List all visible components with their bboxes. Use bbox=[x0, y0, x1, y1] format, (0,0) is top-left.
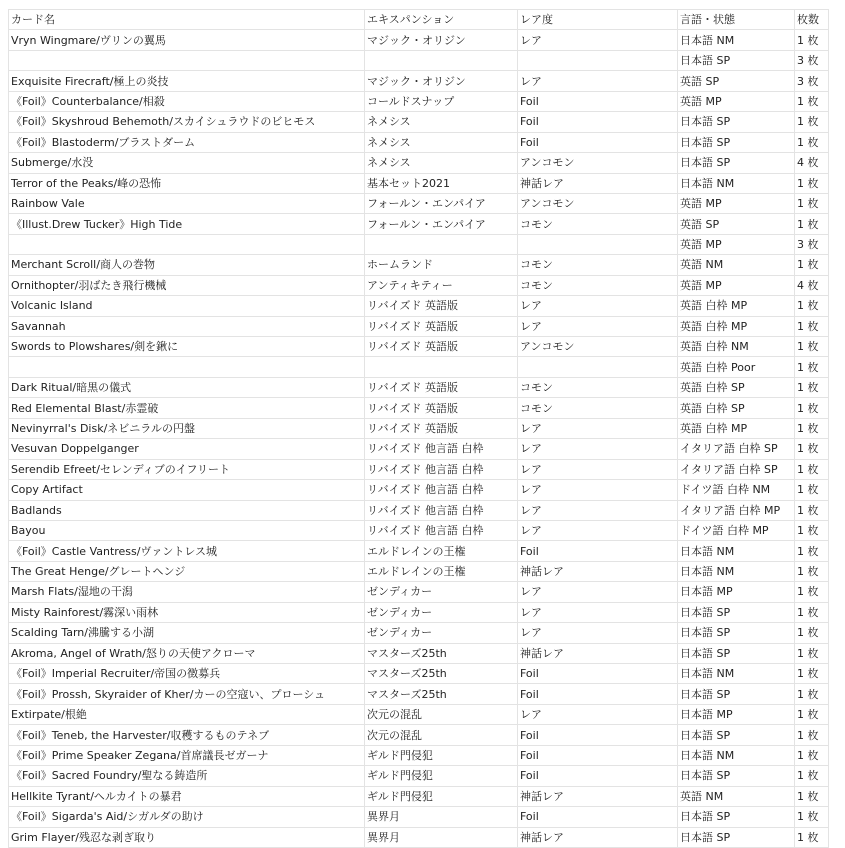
card-name-cell: Extirpate/根絶 bbox=[9, 704, 365, 724]
table-row bbox=[9, 173, 829, 193]
rarity-cell: Foil bbox=[518, 91, 678, 111]
quantity-cell: 1 枚 bbox=[795, 520, 829, 540]
rarity-cell bbox=[518, 357, 678, 377]
rarity-cell: コモン bbox=[518, 255, 678, 275]
expansion-cell: 異界月 bbox=[365, 807, 518, 827]
rarity-cell: レア bbox=[518, 582, 678, 602]
language-condition-cell: 日本語 SP bbox=[678, 766, 795, 786]
card-name-cell bbox=[9, 357, 365, 377]
rarity-cell: コモン bbox=[518, 275, 678, 295]
card-name-cell: Vesuvan Doppelganger bbox=[9, 439, 365, 459]
expansion-cell bbox=[365, 357, 518, 377]
quantity-cell: 1 枚 bbox=[795, 439, 829, 459]
header-card-name: カード名 bbox=[9, 10, 365, 30]
language-condition-cell: 英語 白枠 SP bbox=[678, 377, 795, 397]
quantity-cell: 1 枚 bbox=[795, 480, 829, 500]
expansion-cell: ゼンディカー bbox=[365, 602, 518, 622]
rarity-cell: 神話レア bbox=[518, 643, 678, 663]
expansion-cell: 異界月 bbox=[365, 827, 518, 847]
table-row bbox=[9, 357, 829, 377]
card-name-cell: Scalding Tarn/沸騰する小湖 bbox=[9, 623, 365, 643]
table-row bbox=[9, 337, 829, 357]
language-condition-cell: 日本語 SP bbox=[678, 602, 795, 622]
language-condition-cell: 日本語 SP bbox=[678, 807, 795, 827]
rarity-cell: レア bbox=[518, 602, 678, 622]
header-row bbox=[9, 10, 829, 30]
table-row bbox=[9, 582, 829, 602]
quantity-cell: 1 枚 bbox=[795, 398, 829, 418]
quantity-cell: 1 枚 bbox=[795, 173, 829, 193]
card-name-cell: Nevinyrral's Disk/ネビニラルの円盤 bbox=[9, 418, 365, 438]
table-row bbox=[9, 296, 829, 316]
expansion-cell bbox=[365, 234, 518, 254]
expansion-cell: マジック・オリジン bbox=[365, 30, 518, 50]
table-row bbox=[9, 112, 829, 132]
quantity-cell: 1 枚 bbox=[795, 193, 829, 213]
table-row bbox=[9, 377, 829, 397]
table-row bbox=[9, 91, 829, 111]
expansion-cell: ギルド門侵犯 bbox=[365, 766, 518, 786]
quantity-cell: 1 枚 bbox=[795, 500, 829, 520]
language-condition-cell: 英語 SP bbox=[678, 71, 795, 91]
language-condition-cell: 英語 白枠 NM bbox=[678, 337, 795, 357]
table-row bbox=[9, 684, 829, 704]
card-name-cell: Swords to Plowshares/剣を鍬に bbox=[9, 337, 365, 357]
language-condition-cell: 日本語 SP bbox=[678, 684, 795, 704]
table-row bbox=[9, 725, 829, 745]
rarity-cell: レア bbox=[518, 500, 678, 520]
card-name-cell: Red Elemental Blast/赤霊破 bbox=[9, 398, 365, 418]
expansion-cell: フォールン・エンパイア bbox=[365, 193, 518, 213]
card-name-cell: 《Illust.Drew Tucker》High Tide bbox=[9, 214, 365, 234]
quantity-cell: 1 枚 bbox=[795, 459, 829, 479]
language-condition-cell: 日本語 NM bbox=[678, 664, 795, 684]
language-condition-cell: イタリア語 白枠 SP bbox=[678, 459, 795, 479]
header-language-condition: 言語・状態 bbox=[678, 10, 795, 30]
card-name-cell: Exquisite Firecraft/極上の炎技 bbox=[9, 71, 365, 91]
language-condition-cell: 英語 MP bbox=[678, 234, 795, 254]
rarity-cell: アンコモン bbox=[518, 153, 678, 173]
table-row bbox=[9, 500, 829, 520]
rarity-cell: 神話レア bbox=[518, 827, 678, 847]
card-name-cell: Badlands bbox=[9, 500, 365, 520]
quantity-cell: 1 枚 bbox=[795, 623, 829, 643]
table-row bbox=[9, 193, 829, 213]
card-name-cell: The Great Henge/グレートヘンジ bbox=[9, 561, 365, 581]
table-row bbox=[9, 766, 829, 786]
language-condition-cell: 日本語 SP bbox=[678, 132, 795, 152]
language-condition-cell: 日本語 MP bbox=[678, 582, 795, 602]
language-condition-cell: 英語 NM bbox=[678, 255, 795, 275]
table-row bbox=[9, 459, 829, 479]
quantity-cell: 4 枚 bbox=[795, 275, 829, 295]
table-row bbox=[9, 418, 829, 438]
rarity-cell: レア bbox=[518, 520, 678, 540]
card-name-cell: Akroma, Angel of Wrath/怒りの天使アクローマ bbox=[9, 643, 365, 663]
expansion-cell: リバイズド 他言語 白枠 bbox=[365, 459, 518, 479]
header-quantity: 枚数 bbox=[795, 10, 829, 30]
expansion-cell: ネメシス bbox=[365, 132, 518, 152]
expansion-cell: ゼンディカー bbox=[365, 582, 518, 602]
card-name-cell: Terror of the Peaks/峰の恐怖 bbox=[9, 173, 365, 193]
rarity-cell: レア bbox=[518, 459, 678, 479]
quantity-cell: 1 枚 bbox=[795, 725, 829, 745]
expansion-cell: リバイズド 他言語 白枠 bbox=[365, 500, 518, 520]
quantity-cell: 3 枚 bbox=[795, 234, 829, 254]
rarity-cell: Foil bbox=[518, 684, 678, 704]
quantity-cell: 1 枚 bbox=[795, 255, 829, 275]
language-condition-cell: 英語 NM bbox=[678, 786, 795, 806]
language-condition-cell: 英語 白枠 MP bbox=[678, 418, 795, 438]
rarity-cell: Foil bbox=[518, 541, 678, 561]
quantity-cell: 1 枚 bbox=[795, 602, 829, 622]
expansion-cell: リバイズド 英語版 bbox=[365, 398, 518, 418]
card-name-cell: 《Foil》Sacred Foundry/聖なる鋳造所 bbox=[9, 766, 365, 786]
quantity-cell: 1 枚 bbox=[795, 786, 829, 806]
language-condition-cell: 日本語 NM bbox=[678, 561, 795, 581]
language-condition-cell: ドイツ語 白枠 NM bbox=[678, 480, 795, 500]
language-condition-cell: 日本語 SP bbox=[678, 643, 795, 663]
expansion-cell: マスターズ25th bbox=[365, 643, 518, 663]
card-name-cell: Grim Flayer/残忍な剥ぎ取り bbox=[9, 827, 365, 847]
card-name-cell: Copy Artifact bbox=[9, 480, 365, 500]
rarity-cell: レア bbox=[518, 704, 678, 724]
expansion-cell: ネメシス bbox=[365, 112, 518, 132]
rarity-cell: レア bbox=[518, 296, 678, 316]
quantity-cell: 1 枚 bbox=[795, 30, 829, 50]
card-name-cell: 《Foil》Teneb, the Harvester/収穫するものテネブ bbox=[9, 725, 365, 745]
expansion-cell: リバイズド 他言語 白枠 bbox=[365, 439, 518, 459]
expansion-cell: 次元の混乱 bbox=[365, 725, 518, 745]
rarity-cell: Foil bbox=[518, 745, 678, 765]
card-name-cell: 《Foil》Imperial Recruiter/帝国の徴募兵 bbox=[9, 664, 365, 684]
card-name-cell: Vryn Wingmare/ヴリンの翼馬 bbox=[9, 30, 365, 50]
table-row bbox=[9, 50, 829, 70]
expansion-cell: エルドレインの王権 bbox=[365, 561, 518, 581]
table-row bbox=[9, 439, 829, 459]
rarity-cell bbox=[518, 234, 678, 254]
language-condition-cell: 英語 MP bbox=[678, 193, 795, 213]
language-condition-cell: ドイツ語 白枠 MP bbox=[678, 520, 795, 540]
table-row bbox=[9, 234, 829, 254]
language-condition-cell: 日本語 SP bbox=[678, 153, 795, 173]
table-row bbox=[9, 745, 829, 765]
card-name-cell: Savannah bbox=[9, 316, 365, 336]
expansion-cell: コールドスナップ bbox=[365, 91, 518, 111]
language-condition-cell: 日本語 SP bbox=[678, 827, 795, 847]
language-condition-cell: 日本語 NM bbox=[678, 541, 795, 561]
rarity-cell: Foil bbox=[518, 807, 678, 827]
rarity-cell: Foil bbox=[518, 132, 678, 152]
expansion-cell: リバイズド 英語版 bbox=[365, 337, 518, 357]
quantity-cell: 1 枚 bbox=[795, 541, 829, 561]
language-condition-cell: 英語 白枠 MP bbox=[678, 296, 795, 316]
quantity-cell: 1 枚 bbox=[795, 561, 829, 581]
card-name-cell: 《Foil》Prossh, Skyraider of Kher/カーの空寇い、プローシュ bbox=[9, 684, 365, 704]
quantity-cell: 1 枚 bbox=[795, 377, 829, 397]
card-name-cell: 《Foil》Counterbalance/相殺 bbox=[9, 91, 365, 111]
table-row bbox=[9, 30, 829, 50]
quantity-cell: 1 枚 bbox=[795, 704, 829, 724]
quantity-cell: 1 枚 bbox=[795, 745, 829, 765]
rarity-cell: レア bbox=[518, 480, 678, 500]
rarity-cell: コモン bbox=[518, 214, 678, 234]
quantity-cell: 1 枚 bbox=[795, 643, 829, 663]
expansion-cell: エルドレインの王権 bbox=[365, 541, 518, 561]
rarity-cell: レア bbox=[518, 623, 678, 643]
quantity-cell: 3 枚 bbox=[795, 71, 829, 91]
table-row bbox=[9, 153, 829, 173]
language-condition-cell: 英語 白枠 Poor bbox=[678, 357, 795, 377]
language-condition-cell: 日本語 NM bbox=[678, 745, 795, 765]
expansion-cell: リバイズド 英語版 bbox=[365, 377, 518, 397]
language-condition-cell: 英語 白枠 MP bbox=[678, 316, 795, 336]
rarity-cell: レア bbox=[518, 71, 678, 91]
quantity-cell: 1 枚 bbox=[795, 337, 829, 357]
card-name-cell: 《Foil》Blastoderm/ブラストダーム bbox=[9, 132, 365, 152]
card-name-cell: Misty Rainforest/霧深い雨林 bbox=[9, 602, 365, 622]
quantity-cell: 1 枚 bbox=[795, 582, 829, 602]
expansion-cell: リバイズド 英語版 bbox=[365, 316, 518, 336]
table-row bbox=[9, 255, 829, 275]
table-row bbox=[9, 541, 829, 561]
card-name-cell: Marsh Flats/湿地の干潟 bbox=[9, 582, 365, 602]
language-condition-cell: 日本語 MP bbox=[678, 704, 795, 724]
table-row bbox=[9, 623, 829, 643]
card-name-cell: 《Foil》Prime Speaker Zegana/首席議長ゼガーナ bbox=[9, 745, 365, 765]
card-name-cell: Ornithopter/羽ばたき飛行機械 bbox=[9, 275, 365, 295]
rarity-cell bbox=[518, 50, 678, 70]
rarity-cell: Foil bbox=[518, 725, 678, 745]
table-row bbox=[9, 71, 829, 91]
table-row bbox=[9, 664, 829, 684]
rarity-cell: Foil bbox=[518, 664, 678, 684]
rarity-cell: アンコモン bbox=[518, 337, 678, 357]
language-condition-cell: 英語 白枠 SP bbox=[678, 398, 795, 418]
language-condition-cell: イタリア語 白枠 SP bbox=[678, 439, 795, 459]
language-condition-cell: 日本語 SP bbox=[678, 725, 795, 745]
card-name-cell: Serendib Efreet/セレンディブのイフリート bbox=[9, 459, 365, 479]
table-row bbox=[9, 275, 829, 295]
language-condition-cell: 日本語 SP bbox=[678, 112, 795, 132]
quantity-cell: 4 枚 bbox=[795, 153, 829, 173]
quantity-cell: 1 枚 bbox=[795, 296, 829, 316]
table-row bbox=[9, 480, 829, 500]
table-body bbox=[9, 30, 829, 848]
card-name-cell: Merchant Scroll/商人の巻物 bbox=[9, 255, 365, 275]
card-name-cell: Volcanic Island bbox=[9, 296, 365, 316]
card-inventory-table bbox=[8, 9, 829, 848]
expansion-cell: ホームランド bbox=[365, 255, 518, 275]
expansion-cell: ネメシス bbox=[365, 153, 518, 173]
rarity-cell: レア bbox=[518, 30, 678, 50]
quantity-cell: 1 枚 bbox=[795, 132, 829, 152]
expansion-cell: ゼンディカー bbox=[365, 623, 518, 643]
card-name-cell: Dark Ritual/暗黒の儀式 bbox=[9, 377, 365, 397]
card-name-cell bbox=[9, 234, 365, 254]
card-name-cell: Bayou bbox=[9, 520, 365, 540]
expansion-cell: リバイズド 他言語 白枠 bbox=[365, 480, 518, 500]
quantity-cell: 1 枚 bbox=[795, 807, 829, 827]
expansion-cell: リバイズド 英語版 bbox=[365, 418, 518, 438]
card-name-cell: Submerge/水没 bbox=[9, 153, 365, 173]
table-row bbox=[9, 643, 829, 663]
card-name-cell: 《Foil》Castle Vantress/ヴァントレス城 bbox=[9, 541, 365, 561]
header-expansion: エキスパンション bbox=[365, 10, 518, 30]
table-row bbox=[9, 561, 829, 581]
language-condition-cell: 日本語 NM bbox=[678, 30, 795, 50]
rarity-cell: レア bbox=[518, 418, 678, 438]
expansion-cell: リバイズド 他言語 白枠 bbox=[365, 520, 518, 540]
table-row bbox=[9, 602, 829, 622]
quantity-cell: 1 枚 bbox=[795, 684, 829, 704]
expansion-cell bbox=[365, 50, 518, 70]
quantity-cell: 3 枚 bbox=[795, 50, 829, 70]
language-condition-cell: イタリア語 白枠 MP bbox=[678, 500, 795, 520]
expansion-cell: ギルド門侵犯 bbox=[365, 786, 518, 806]
language-condition-cell: 英語 MP bbox=[678, 275, 795, 295]
expansion-cell: マスターズ25th bbox=[365, 684, 518, 704]
quantity-cell: 1 枚 bbox=[795, 91, 829, 111]
table-row bbox=[9, 520, 829, 540]
rarity-cell: レア bbox=[518, 316, 678, 336]
card-name-cell: 《Foil》Skyshroud Behemoth/スカイシュラウドのビヒモス bbox=[9, 112, 365, 132]
expansion-cell: 基本セット2021 bbox=[365, 173, 518, 193]
rarity-cell: Foil bbox=[518, 766, 678, 786]
language-condition-cell: 日本語 SP bbox=[678, 623, 795, 643]
expansion-cell: 次元の混乱 bbox=[365, 704, 518, 724]
quantity-cell: 1 枚 bbox=[795, 214, 829, 234]
expansion-cell: マジック・オリジン bbox=[365, 71, 518, 91]
card-name-cell: 《Foil》Sigarda's Aid/シガルダの助け bbox=[9, 807, 365, 827]
card-name-cell: Hellkite Tyrant/ヘルカイトの暴君 bbox=[9, 786, 365, 806]
rarity-cell: コモン bbox=[518, 398, 678, 418]
table-row bbox=[9, 398, 829, 418]
rarity-cell: Foil bbox=[518, 112, 678, 132]
table-row bbox=[9, 316, 829, 336]
expansion-cell: マスターズ25th bbox=[365, 664, 518, 684]
table-row bbox=[9, 786, 829, 806]
quantity-cell: 1 枚 bbox=[795, 316, 829, 336]
rarity-cell: コモン bbox=[518, 377, 678, 397]
expansion-cell: リバイズド 英語版 bbox=[365, 296, 518, 316]
language-condition-cell: 英語 SP bbox=[678, 214, 795, 234]
card-name-cell: Rainbow Vale bbox=[9, 193, 365, 213]
language-condition-cell: 日本語 NM bbox=[678, 173, 795, 193]
expansion-cell: アンティキティー bbox=[365, 275, 518, 295]
table-row bbox=[9, 827, 829, 847]
quantity-cell: 1 枚 bbox=[795, 357, 829, 377]
rarity-cell: 神話レア bbox=[518, 173, 678, 193]
rarity-cell: 神話レア bbox=[518, 786, 678, 806]
table-row bbox=[9, 704, 829, 724]
expansion-cell: ギルド門侵犯 bbox=[365, 745, 518, 765]
quantity-cell: 1 枚 bbox=[795, 418, 829, 438]
rarity-cell: レア bbox=[518, 439, 678, 459]
rarity-cell: 神話レア bbox=[518, 561, 678, 581]
quantity-cell: 1 枚 bbox=[795, 827, 829, 847]
rarity-cell: アンコモン bbox=[518, 193, 678, 213]
quantity-cell: 1 枚 bbox=[795, 112, 829, 132]
language-condition-cell: 日本語 SP bbox=[678, 50, 795, 70]
language-condition-cell: 英語 MP bbox=[678, 91, 795, 111]
quantity-cell: 1 枚 bbox=[795, 664, 829, 684]
header-rarity: レア度 bbox=[518, 10, 678, 30]
quantity-cell: 1 枚 bbox=[795, 766, 829, 786]
expansion-cell: フォールン・エンパイア bbox=[365, 214, 518, 234]
table-row bbox=[9, 132, 829, 152]
table-row bbox=[9, 214, 829, 234]
card-name-cell bbox=[9, 50, 365, 70]
